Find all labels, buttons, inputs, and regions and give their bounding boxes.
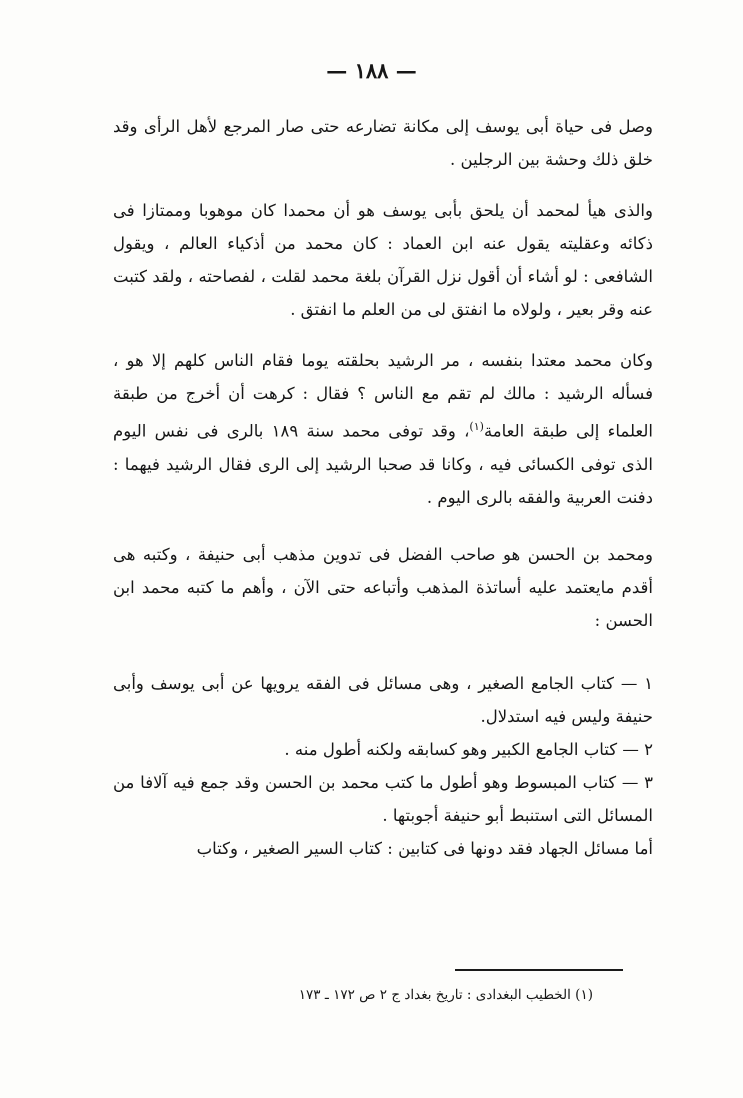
paragraph-2: والذى هيأ لمحمد أن يلحق بأبى يوسف هو أن محمدا كان موهوبا وممتازا فى ذكائه وعقليته يقول عنه ابن العماد : كان محمد من أذكياء العالم ، ويقول الشافعى : لو أشاء أن أقول نزل القرآن بلغة محمد لقلت ، لفصاحته ، ولقد كتبت عنه وقر بعير ، ولولاه ما انفتق لى من العلم ما انفتق . — [113, 201, 653, 319]
page-number: — ١٨٨ — — [326, 58, 417, 83]
list-item-2: ٢ — كتاب الجامع الكبير وهو كسابقه ولكنه أطول منه . — [284, 739, 653, 759]
body-text — [113, 110, 653, 865]
paragraph-4: ومحمد بن الحسن هو صاحب الفضل فى تدوين مذهب أبى حنيفة ، وكتبه هى أقدم مايعتمد عليه أساتذة المذهب وأتباعه حتى الآن ، وأهم ما كتبه محمد ابن الحسن : — [113, 544, 653, 630]
paragraph-3-text: وكان محمد معتدا بنفسه ، مر الرشيد بحلقته يوما فقام الناس كلهم إلا هو ، فسأله الرشيد : مالك لم تقم مع الناس ؟ فقال : كرهت أن أخرج من طبقة العلماء إلى طبقة العامة — [113, 351, 654, 441]
footnote: (١) الخطيب البغدادى : تاريخ بغداد ج ٢ ص ١٧٢ ـ ١٧٣ — [298, 987, 593, 1003]
closing-paragraph: أما مسائل الجهاد فقد دونها فى كتابين : كتاب السير الصغير ، وكتاب — [196, 838, 653, 858]
footnote-divider — [455, 969, 623, 971]
paragraph-1: وصل فى حياة أبى يوسف إلى مكانة تضارعه حتى صار المرجع لأهل الرأى وقد خلق ذلك وحشة بين الرجلين . — [113, 117, 653, 169]
paragraph-3-continued: ، وقد توفى محمد سنة ١٨٩ بالرى فى نفس اليوم الذى توفى الكسائى فيه ، وكانا قد صحبا الرشيد إلى الرى فقال الرشيد فيهما : دفنت العربية والفقه بالرى اليوم . — [113, 421, 653, 507]
list-item-3: ٣ — كتاب المبسوط وهو أطول ما كتب محمد بن الحسن وقد جمع فيه آلافا من المسائل التى استنبط أبو حنيفة أجوبتها . — [113, 772, 653, 825]
list-item-1: ١ — كتاب الجامع الصغير ، وهى مسائل فى الفقه يرويها عن أبى يوسف وأبى حنيفة وليس فيه استدلال. — [113, 673, 653, 726]
footnote-marker: (١) — [469, 420, 484, 433]
paragraph-3 — [113, 344, 653, 514]
